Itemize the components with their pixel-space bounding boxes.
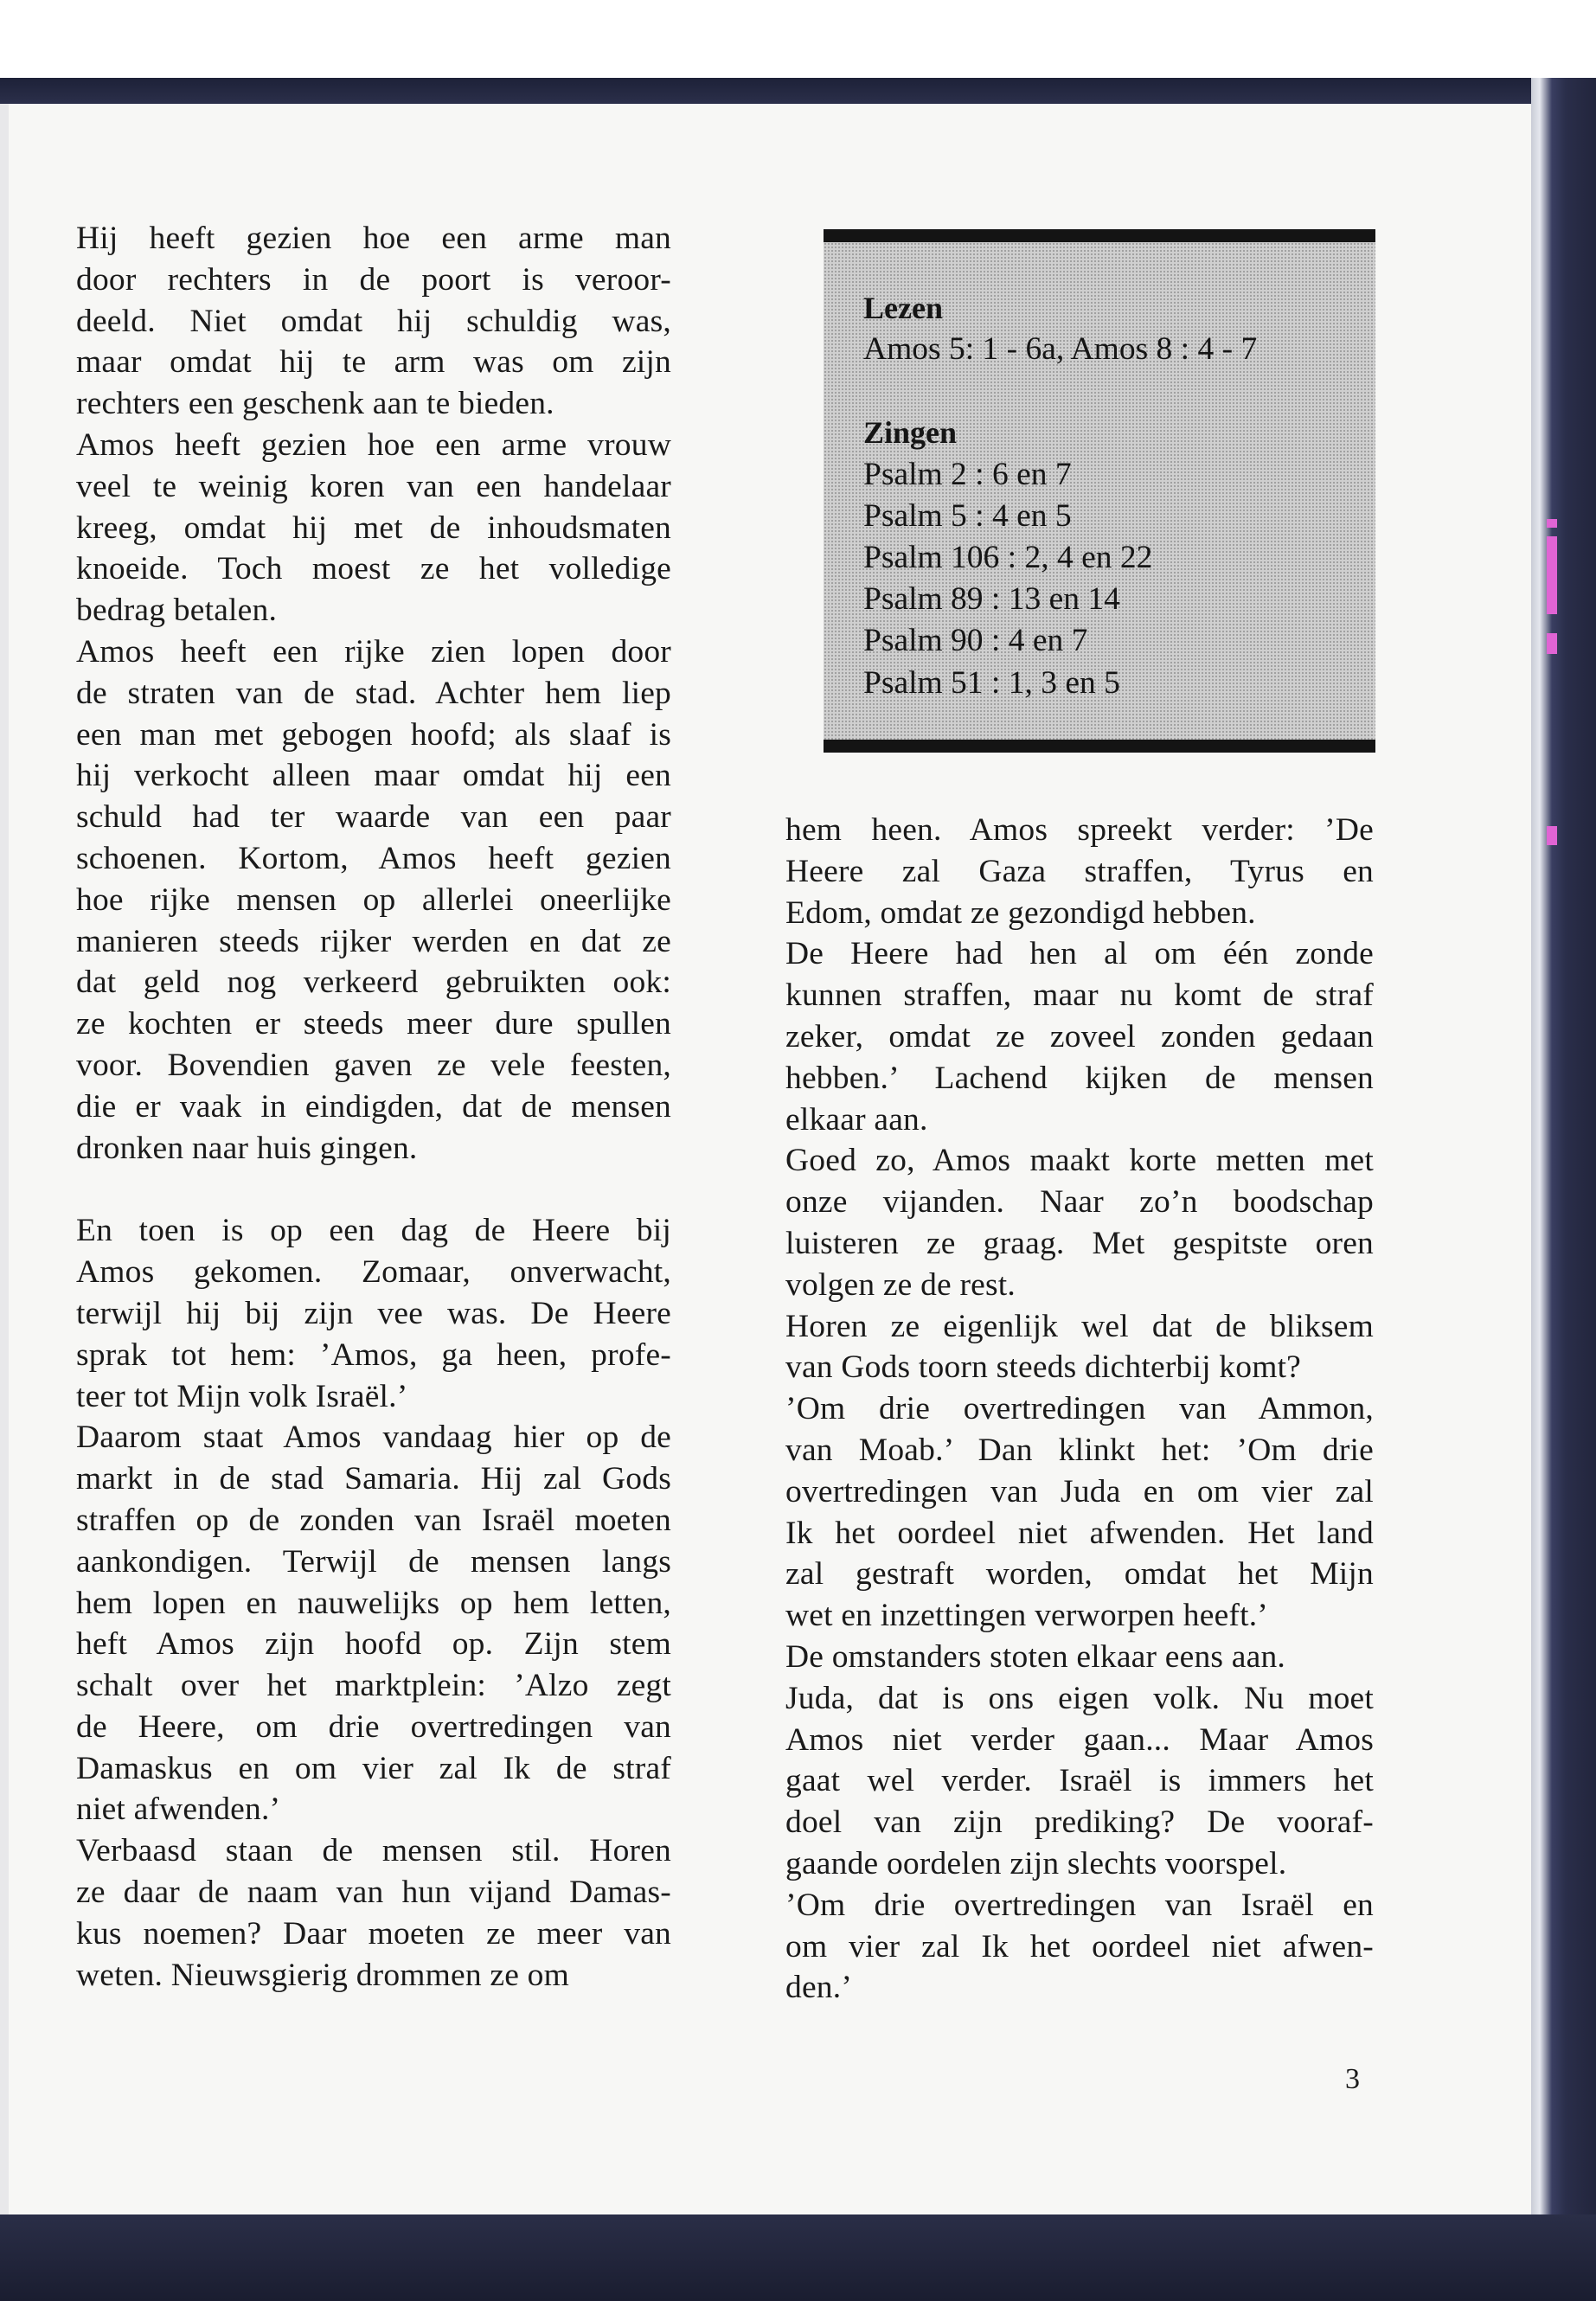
page-number: 3 <box>1345 2063 1360 2095</box>
text-line: Verbaasd staan de mensen stil. Horen <box>76 1833 671 1869</box>
text-line: schoenen. Kortom, Amos heeft gezien <box>76 840 671 876</box>
text-line: van Gods toorn steeds dichterbij komt? <box>785 1349 1302 1386</box>
text-line: den.’ <box>785 1970 853 2006</box>
text-line: dronken naar huis gingen. <box>76 1130 418 1166</box>
text-line: Amos heeft een rijke zien lopen door <box>76 633 671 670</box>
text-line: hebben.’ Lachend kijken de mensen <box>785 1060 1374 1096</box>
right-text-column <box>785 810 1374 2009</box>
text-line: hem heen. Amos spreekt verder: ’De <box>785 812 1374 848</box>
text-line: volgen ze de rest. <box>785 1266 1016 1303</box>
reading-box <box>824 229 1375 753</box>
psalm-line: Psalm 89 : 13 en 14 <box>863 581 1120 618</box>
text-line: die er vaak in eindigden, dat de mensen <box>76 1088 671 1125</box>
text-line: luisteren ze graag. Met gespitste oren <box>785 1225 1374 1261</box>
scan-border-top <box>0 78 1596 104</box>
text-line: ze kochten er steeds meer dure spullen <box>76 1006 671 1042</box>
text-line: Damaskus en om vier zal Ik de straf <box>76 1750 671 1786</box>
text-line: En toen is op een dag de Heere bij <box>76 1213 671 1249</box>
text-line: wet en inzettingen verworpen heeft.’ <box>785 1598 1268 1634</box>
text-line: een man met gebogen hoofd; als slaaf is <box>76 716 671 753</box>
text-line: Amos gekomen. Zomaar, onverwacht, <box>76 1254 671 1291</box>
text-line: De omstanders stoten elkaar eens aan. <box>785 1638 1286 1675</box>
text-line: door rechters in de poort is veroor- <box>76 261 671 298</box>
text-line: Horen ze eigenlijk wel dat de bliksem <box>785 1308 1374 1344</box>
text-line: Ik het oordeel niet afwenden. Het land <box>785 1515 1374 1551</box>
psalm-line: Psalm 90 : 4 en 7 <box>863 623 1088 659</box>
book-spine-edge <box>1531 78 1596 2232</box>
text-line: terwijl hij bij zijn vee was. De Heere <box>76 1295 671 1331</box>
text-line: zal gestraft worden, omdat het Mijn <box>785 1556 1374 1593</box>
text-line: Daarom staat Amos vandaag hier op de <box>76 1420 671 1456</box>
text-line: bedrag betalen. <box>76 593 278 629</box>
text-line: kunnen straffen, maar nu komt de straf <box>785 977 1374 1014</box>
text-line: heft Amos zijn hoofd op. Zijn stem <box>76 1626 671 1663</box>
left-text-column <box>76 218 671 1996</box>
text-line: Juda, dat is ons eigen volk. Nu moet <box>785 1680 1374 1716</box>
text-line: overtredingen van Juda en om vier zal <box>785 1473 1374 1509</box>
text-line: Goed zo, Amos maakt korte metten met <box>785 1143 1374 1179</box>
psalm-line: Psalm 2 : 6 en 7 <box>863 456 1072 492</box>
text-line: om vier zal Ik het oordeel niet afwen- <box>785 1928 1374 1965</box>
text-line: hem lopen en nauwelijks op hem letten, <box>76 1585 671 1621</box>
text-line: onze vijanden. Naar zo’n boodschap <box>785 1184 1374 1221</box>
text-line: teer tot Mijn volk Israël.’ <box>76 1378 408 1414</box>
text-line: de straten van de stad. Achter hem liep <box>76 675 671 711</box>
text-line: hij verkocht alleen maar omdat hij een <box>76 758 671 794</box>
text-line: rechters een geschenk aan te bieden. <box>76 386 554 422</box>
lezen-text: Amos 5: 1 - 6a, Amos 8 : 4 - 7 <box>863 331 1258 368</box>
page-tab-marker <box>1547 536 1557 614</box>
scan-border-bottom <box>0 2214 1596 2301</box>
text-line: veel te weinig koren van een handelaar <box>76 468 671 504</box>
text-line: De Heere had hen al om één zonde <box>785 936 1374 972</box>
text-line: weten. Nieuwsgierig drommen ze om <box>76 1957 569 1993</box>
text-line: zeker, omdat ze zoveel zonden gedaan <box>785 1018 1374 1054</box>
scan-border-left <box>0 78 9 2232</box>
text-line: van Moab.’ Dan klinkt het: ’Om drie <box>785 1432 1374 1468</box>
text-line: Edom, omdat ze gezondigd hebben. <box>785 894 1256 931</box>
text-line: markt in de stad Samaria. Hij zal Gods <box>76 1461 671 1497</box>
text-line: sprak tot hem: ’Amos, ga heen, profe- <box>76 1336 671 1373</box>
text-line: de Heere, om drie overtredingen van <box>76 1708 671 1745</box>
text-line: Amos niet verder gaan... Maar Amos <box>785 1721 1374 1758</box>
text-line: schalt over het marktplein: ’Alzo zegt <box>76 1668 671 1704</box>
text-line: elkaar aan. <box>785 1101 928 1138</box>
text-line: knoeide. Toch moest ze het volledige <box>76 551 671 587</box>
text-line: kus noemen? Daar moeten ze meer van <box>76 1915 671 1952</box>
text-line: hoe rijke mensen op allerlei oneerlijke <box>76 881 671 918</box>
box-gap <box>863 370 1257 412</box>
text-line: doel van zijn prediking? De vooraf- <box>785 1804 1374 1841</box>
text-line: ’Om drie overtredingen van Israël en <box>785 1887 1374 1923</box>
text-line: manieren steeds rijker werden en dat ze <box>76 923 671 959</box>
text-line: gaande oordelen zijn slechts voorspel. <box>785 1845 1287 1881</box>
psalm-line: Psalm 5 : 4 en 5 <box>863 497 1072 534</box>
lezen-heading: Lezen <box>863 291 943 325</box>
text-line: schuld had ter waarde van een paar <box>76 799 671 836</box>
page-tab-marker <box>1547 519 1557 528</box>
psalm-line: Psalm 106 : 2, 4 en 22 <box>863 540 1153 576</box>
paragraph-gap <box>76 1169 671 1210</box>
text-line: Hij heeft gezien hoe een arme man <box>76 221 671 256</box>
text-line: niet afwenden.’ <box>76 1791 281 1828</box>
psalm-line: Psalm 51 : 1, 3 en 5 <box>863 664 1120 701</box>
reading-box-content <box>863 287 1257 704</box>
text-line: aankondigen. Terwijl de mensen langs <box>76 1543 671 1580</box>
text-line: kreeg, omdat hij met de inhoudsmaten <box>76 510 671 546</box>
text-line: dat geld nog verkeerd gebruikten ook: <box>76 965 671 1001</box>
paragraph-block <box>785 810 1374 2009</box>
text-line: ’Om drie overtredingen van Ammon, <box>785 1391 1374 1427</box>
text-line: ze daar de naam van hun vijand Damas- <box>76 1875 671 1911</box>
page-tab-marker <box>1547 633 1557 654</box>
text-line: Heere zal Gaza straffen, Tyrus en <box>785 853 1374 889</box>
paragraph-block <box>76 1210 671 1996</box>
text-line: deeld. Niet omdat hij schuldig was, <box>76 303 671 339</box>
text-line: maar omdat hij te arm was om zijn <box>76 344 671 381</box>
text-line: voor. Bovendien gaven ze vele feesten, <box>76 1047 671 1083</box>
text-line: straffen op de zonden van Israël moeten <box>76 1502 671 1538</box>
paragraph-block <box>76 218 671 1169</box>
page-tab-marker <box>1547 826 1557 845</box>
zingen-heading: Zingen <box>863 415 958 451</box>
text-line: gaat wel verder. Israël is immers het <box>785 1763 1374 1799</box>
text-line: Amos heeft gezien hoe een arme vrouw <box>76 426 671 463</box>
